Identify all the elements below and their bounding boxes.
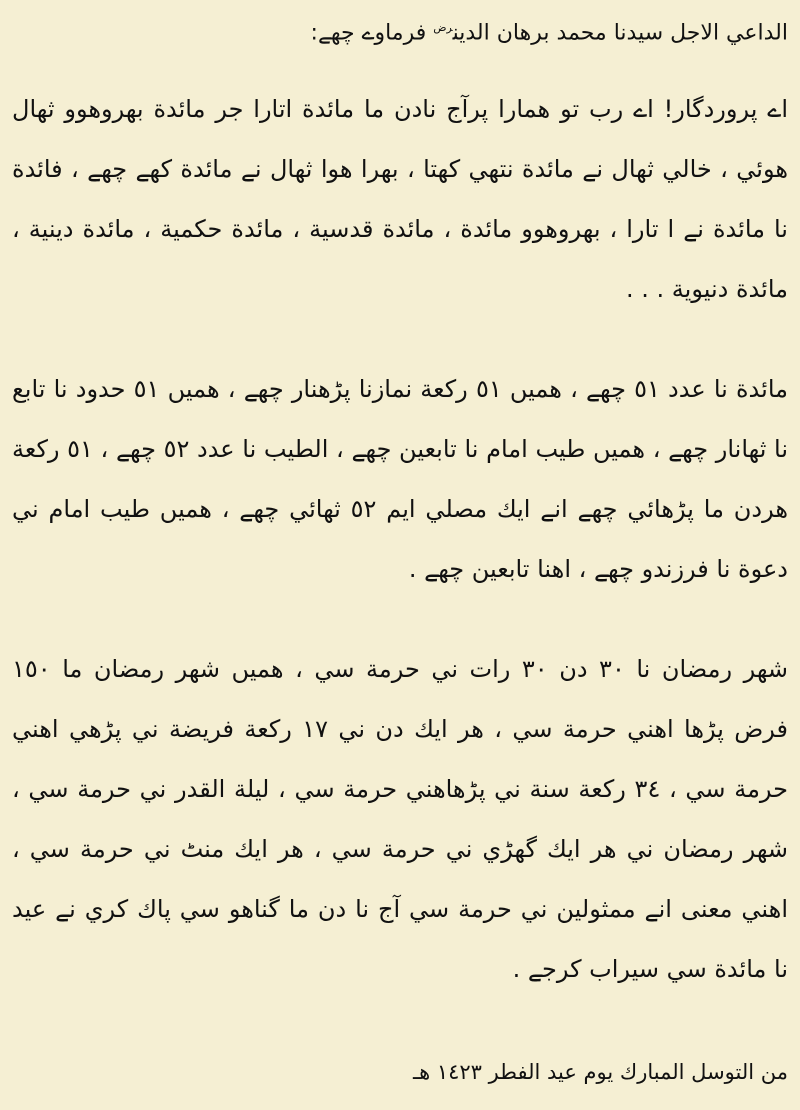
header-honorific: رض bbox=[433, 21, 453, 34]
header-suffix: فرماوے چھے: bbox=[310, 20, 427, 46]
paragraph-3: شهر رمضان نا ٣٠ دن ٣٠ رات ني حرمة سي ، هميں شهر رمضان ما ١٥٠ فرض پڑها اهني حرمة سي ، هر ايك دن ني ١٧ ركعة فريضة ني پڑهي اهني حرمة سي ، ٣٤ ركعة سنة ني پڑهاهني حرمة سي ، ليلة القدر ني حرمة سي ، شهر رمضان ني هر ايك گهڑي ني حرمة سي ، هر ايك منٹ ني حرمة سي ، اهني معنى انے ممثولين ني حرمة سي آج نا دن ما گناهو سي پاك كري نے عيد نا مائدة سي سيراب كرجے . bbox=[12, 655, 789, 984]
header-title: الداعي الاجل سيدنا محمد برهان الدين bbox=[452, 20, 788, 46]
paragraph-2: مائدة نا عدد ٥١ چهے ، هميں ٥١ ركعة نمازنا پڑهنار چهے ، هميں ٥١ حدود نا تابع نا ثهانار چهے ، هميں طيب امام نا تابعين چهے ، الطيب نا عدد ٥٢ چهے ، ٥١ ركعة هردن ما پڑهائي چهے انے ايك مصلي ايم ٥٢ ثهائي چهے ، هميں طيب امام ني دعوة نا فرزندو چهے ، اهنا تابعين چهے . bbox=[12, 375, 789, 584]
paragraph-1: اے پروردگار! اے رب تو همارا پرآج نادن ما مائدة اتارا جر مائدة بهروهوو ثهال هوئي ، خالي ثهال نے مائدة نتهي كهتا ، بهرا هوا ثهال نے مائدة كهے چهے ، فائدة نا مائدة نے ا تارا ، بهروهوو مائدة ، مائدة قدسية ، مائدة حكمية ، مائدة دينية ، مائدة دنيوية . . . bbox=[12, 95, 788, 304]
footer-source: من التوسل المبارك يوم عيد الفطر ١٤٢٣ هـ bbox=[412, 1060, 788, 1084]
header-line bbox=[12, 8, 788, 53]
